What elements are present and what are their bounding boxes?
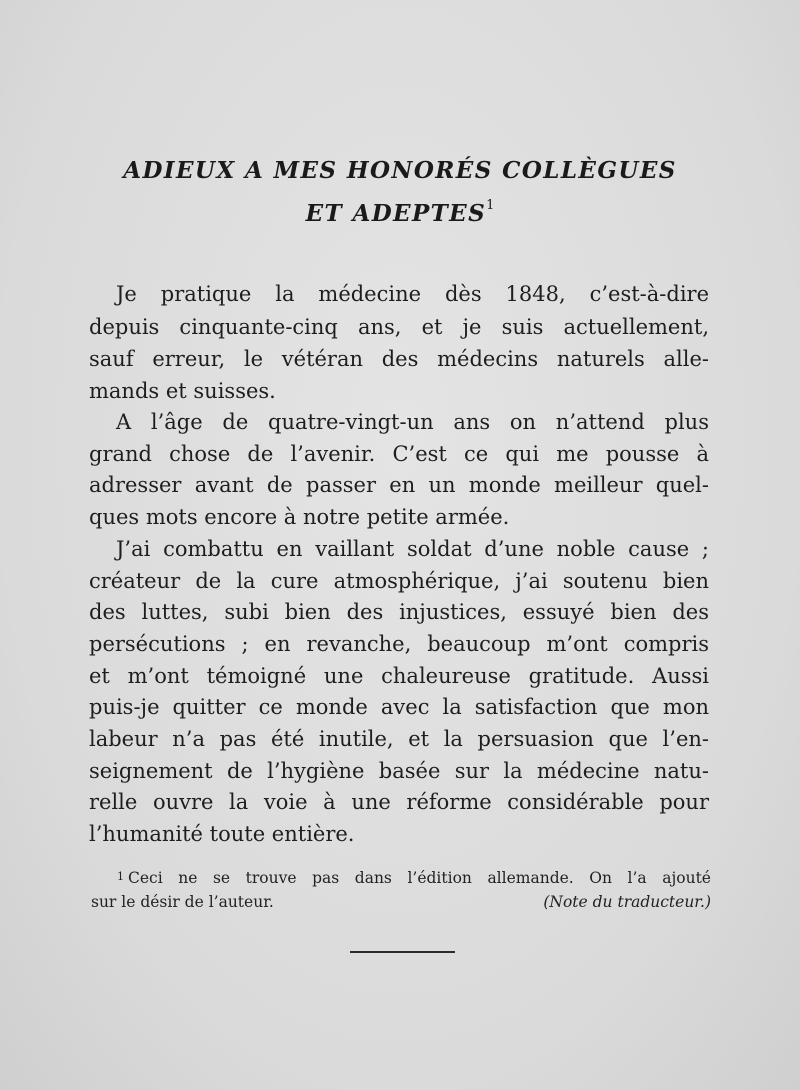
paragraph-3-line-1: J’ai combattu en vaillant soldat d’une noble cause ; — [116, 537, 709, 561]
paragraph-3-line-5: et m’ont témoigné une chaleureuse gratitude. Aussi — [89, 664, 709, 688]
paragraph-2-line-2: grand chose de l’avenir. C’est ce qui me pousse à — [89, 442, 709, 466]
footnote-line-2 — [91, 891, 711, 913]
paragraph-3-line-9: relle ouvre la voie à une réforme considérable pour — [89, 790, 709, 814]
paragraph-3-line-6: puis-je quitter ce monde avec la satisfaction que mon — [89, 695, 709, 719]
end-rule-divider — [350, 951, 455, 953]
footnote-text-1: Ceci ne se trouve pas dans l’édition allemande. On l’a ajouté — [128, 869, 711, 887]
translator-note: (Note du traducteur.) — [543, 893, 711, 911]
chapter-title-text-2: ET ADEPTES — [305, 200, 487, 227]
paragraph-2-line-3: adresser avant de passer en un monde meilleur quel- — [89, 473, 709, 497]
paragraph-3-line-10: l’humanité toute entière. — [89, 822, 355, 846]
paragraph-3-line-2: créateur de la cure atmosphérique, j’ai soutenu bien — [89, 569, 709, 593]
paragraph-3-line-8: seignement de l’hygiène basée sur la médecine natu- — [89, 759, 709, 783]
paragraph-1-line-2: depuis cinquante-cinq ans, et je suis actuellement, — [89, 315, 709, 339]
footnote-text-2: sur le désir de l’auteur. — [91, 893, 274, 911]
chapter-title-line-1 — [0, 157, 800, 184]
paragraph-1-line-3: sauf erreur, le vétéran des médecins naturels alle- — [89, 347, 709, 371]
paragraph-2-line-4: ques mots encore à notre petite armée. — [89, 505, 510, 529]
paragraph-3-line-3: des luttes, subi bien des injustices, essuyé bien des — [89, 600, 709, 624]
footnote-line-1 — [117, 867, 711, 889]
chapter-title-line-2 — [0, 200, 800, 227]
paragraph-1-line-1: Je pratique la médecine dès 1848, c’est-à-dire — [116, 282, 709, 306]
footnote-reference: 1 — [486, 198, 495, 213]
paragraph-1-line-4: mands et suisses. — [89, 379, 276, 403]
paragraph-3-line-4: persécutions ; en revanche, beaucoup m’ont compris — [89, 632, 709, 656]
paragraph-3-line-7: labeur n’a pas été inutile, et la persuasion que l’en- — [89, 727, 709, 751]
footnote-marker: 1 — [117, 870, 124, 883]
chapter-title-text-1: ADIEUX A MES HONORÉS COLLÈGUES — [123, 157, 677, 184]
paragraph-2-line-1: A l’âge de quatre-vingt-un ans on n’attend plus — [116, 410, 709, 434]
